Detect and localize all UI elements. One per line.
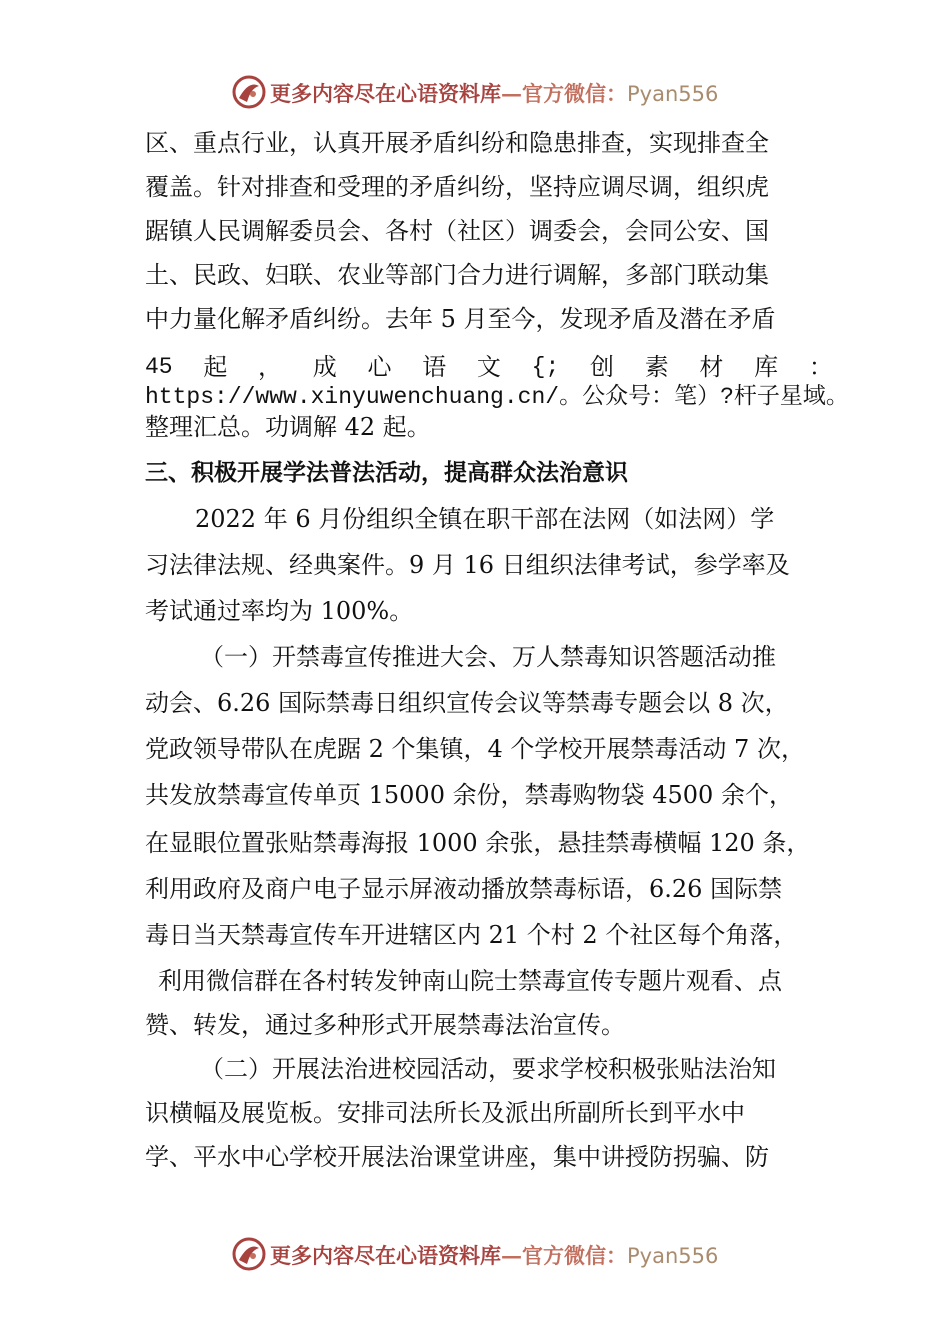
spread-token: 心 [367, 353, 392, 381]
spread-token: 创 [589, 353, 614, 381]
text-line: 覆盖。针对排查和受理的矛盾纠纷，坚持应调尽调，组织虎 [145, 173, 769, 201]
watermark-part3: Pyan556 [627, 82, 719, 106]
spread-token: ， [258, 353, 283, 381]
text-line: 党政领导带队在虎踞 2 个集镇，4 个学校开展禁毒活动 7 次， [145, 735, 805, 763]
text-line: 利用微信群在各村转发钟南山院士禁毒宣传专题片观看、点 [158, 967, 782, 995]
spread-text-line [145, 352, 833, 382]
spread-token: ： [808, 353, 833, 381]
text-line: 踞镇人民调解委员会、各村（社区）调委会，会同公安、国 [145, 217, 769, 245]
watermark-part2: —官方微信： [501, 81, 627, 106]
spread-token: 45 [145, 354, 173, 380]
section-heading: 三、积极开展学法普法活动，提高群众法治意识 [145, 460, 628, 486]
spread-token: 素 [644, 353, 669, 381]
text-line: 识横幅及展览板。安排司法所长及派出所副所长到平水中 [145, 1099, 745, 1127]
seal-logo-icon [231, 74, 267, 110]
spread-token: 起 [203, 353, 228, 381]
text-line: 动会、6.26 国际禁毒日组织宣传会议等禁毒专题会以 8 次， [145, 689, 789, 717]
watermark-part1: 更多内容尽在心语资料库 [270, 1243, 501, 1268]
text-line: 共发放禁毒宣传单页 15000 余份，禁毒购物袋 4500 余个， [145, 781, 793, 809]
text-line: 习法律法规、经典案件。9 月 16 日组织法律考试，参学率及 [145, 551, 790, 579]
spread-token: 文 [476, 353, 501, 381]
text-line: 学、平水中心学校开展法治课堂讲座，集中讲授防拐骗、防 [145, 1143, 769, 1171]
text-line: 考试通过率均为 100%。 [145, 597, 414, 625]
spread-token: 库 [754, 353, 779, 381]
watermark-part1: 更多内容尽在心语资料库 [270, 81, 501, 106]
spread-token: {; [531, 354, 560, 380]
watermark-banner-bottom [0, 1234, 950, 1274]
spread-token: 材 [699, 353, 724, 381]
watermark-banner-top [0, 72, 950, 112]
url-line: https://www.xinyuwenchuang.cn/。公众号：笔）?杆子星域。 [145, 384, 849, 410]
watermark-text [270, 78, 718, 108]
text-line: 区、重点行业，认真开展矛盾纠纷和隐患排查，实现排查全 [145, 129, 769, 157]
text-line: 土、民政、妇联、农业等部门合力进行调解，多部门联动集 [145, 261, 769, 289]
spread-token: 语 [422, 353, 447, 381]
text-line: 毒日当天禁毒宣传车开进辖区内 21 个村 2 个社区每个角落， [145, 921, 798, 949]
text-line: 整理汇总。功调解 42 起。 [145, 413, 431, 441]
watermark-part3: Pyan556 [627, 1244, 719, 1268]
seal-logo-icon [231, 1236, 267, 1272]
text-line: 2022 年 6 月份组织全镇在职干部在法网（如法网）学 [195, 505, 775, 533]
text-line: 在显眼位置张贴禁毒海报 1000 余张，悬挂禁毒横幅 120 条， [145, 829, 811, 857]
text-line: （二）开展法治进校园活动，要求学校积极张贴法治知 [200, 1055, 776, 1083]
text-line: （一）开禁毒宣传推进大会、万人禁毒知识答题活动推 [200, 643, 776, 671]
text-line: 利用政府及商户电子显示屏液动播放禁毒标语，6.26 国际禁 [145, 875, 783, 903]
spread-token: 成 [312, 353, 337, 381]
watermark-text [270, 1240, 718, 1270]
text-line: 中力量化解矛盾纠纷。去年 5 月至今，发现矛盾及潜在矛盾 [145, 305, 776, 333]
text-line: 赞、转发，通过多种形式开展禁毒法治宣传。 [145, 1011, 625, 1039]
watermark-part2: —官方微信： [501, 1243, 627, 1268]
